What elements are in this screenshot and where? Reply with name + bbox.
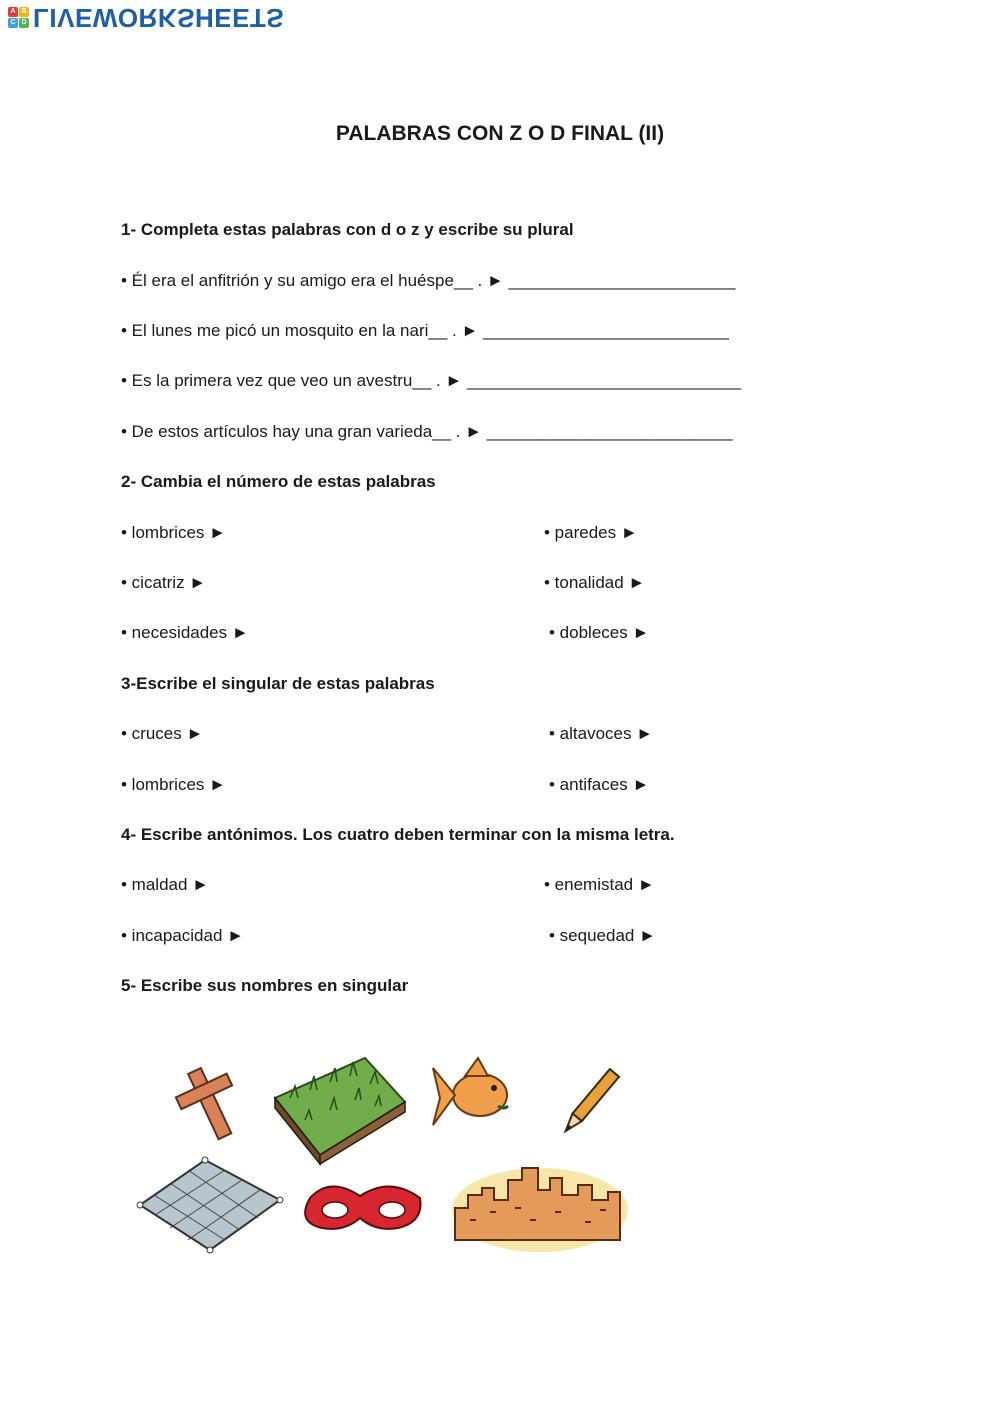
cross-image: [169, 1059, 250, 1148]
section-4-right-item: • enemistad ►: [544, 875, 655, 894]
section-2-left-item: • lombrices ►: [121, 523, 226, 542]
section-2-right-item: • paredes ►: [544, 523, 638, 542]
section-3-right-item: • antifaces ►: [549, 775, 650, 794]
section-2-left-item: • cicatriz ►: [121, 573, 207, 592]
section-3-right-item: • altavoces ►: [549, 724, 654, 743]
section-1-item: • De estos artículos hay una gran varieda__ . ► __________________________: [121, 422, 733, 441]
fish-image: [433, 1058, 508, 1125]
grass-image: [275, 1058, 405, 1164]
section-2-heading: 2- Cambia el número de estas palabras: [121, 472, 436, 491]
section-4-left-item: • incapacidad ►: [121, 926, 244, 945]
section-1-heading: 1- Completa estas palabras con d o z y escribe su plural: [121, 220, 574, 239]
logo-letter: B: [19, 7, 29, 17]
section-3-left-item: • cruces ►: [121, 724, 204, 743]
logo-letter: C: [8, 18, 18, 28]
section-2-left-item: • necesidades ►: [121, 623, 249, 642]
city-image: [452, 1168, 628, 1252]
section-3-heading: 3-Escribe el singular de estas palabras: [121, 674, 435, 693]
mask-image: [305, 1186, 420, 1228]
worksheet-title: PALABRAS CON Z O D FINAL (II): [335, 122, 665, 145]
liveworksheets-logo: [8, 2, 284, 32]
section-1-item: • Él era el anfitrión y su amigo era el huéspe__ . ► ________________________: [121, 271, 736, 290]
logo-text: LIVEWORKSHEETS: [33, 2, 285, 33]
section-5-heading: 5- Escribe sus nombres en singular: [121, 976, 409, 995]
section-2-right-item: • tonalidad ►: [544, 573, 646, 592]
net-image: [137, 1157, 283, 1253]
logo-blocks-icon: [8, 7, 29, 28]
pencil-image: [561, 1069, 619, 1135]
illustrations: [130, 1040, 640, 1270]
section-4-left-item: • maldad ►: [121, 875, 209, 894]
logo-letter: D: [19, 18, 29, 28]
section-4-right-item: • sequedad ►: [549, 926, 656, 945]
logo-letter: A: [8, 7, 18, 17]
section-2-right-item: • dobleces ►: [549, 623, 650, 642]
section-3-left-item: • lombrices ►: [121, 775, 226, 794]
section-1-item: • El lunes me picó un mosquito en la nari__ . ► __________________________: [121, 321, 729, 340]
section-1-item: • Es la primera vez que veo un avestru__ . ► _____________________________: [121, 371, 742, 390]
section-4-heading: 4- Escribe antónimos. Los cuatro deben terminar con la misma letra.: [121, 825, 675, 844]
